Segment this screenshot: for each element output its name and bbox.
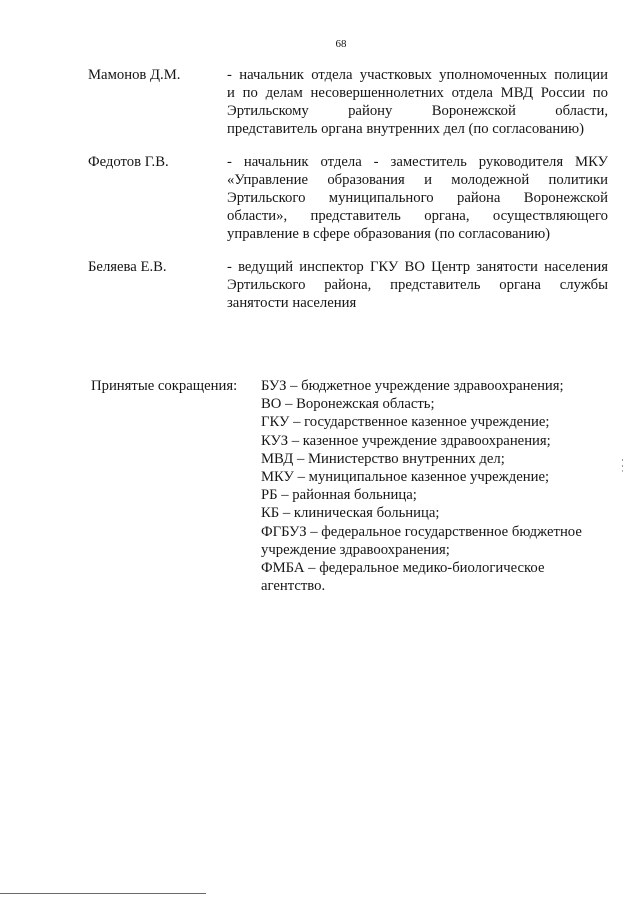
member-description: [227, 153, 608, 243]
abbreviation-item: ФГБУЗ – федеральное государственное бюджетное учреждение здравоохранения;: [261, 523, 582, 558]
scan-edge-line: [0, 893, 206, 894]
description-line: области», представитель органа, осуществляющего: [227, 208, 608, 224]
abbreviation-item: ГКУ – государственное казенное учреждение;: [261, 414, 550, 431]
abbreviation-item: РБ – районная больница;: [261, 487, 417, 504]
page-number: 68: [335, 38, 347, 50]
member-name: Федотов Г.В.: [88, 154, 169, 170]
abbreviation-item: МВД – Министерство внутренних дел;: [261, 450, 505, 467]
abbreviation-item: ВО – Воронежская область;: [261, 396, 435, 413]
description-line: «Управление образования и молодежной политики: [227, 172, 608, 188]
scan-artifact: [622, 459, 623, 461]
description-line: Эртильскому району Воронежской области,: [227, 103, 608, 119]
description-line: и по делам несовершеннолетних отдела МВД России по: [227, 85, 608, 101]
description-line: представитель органа внутренних дел (по согласованию): [227, 121, 585, 137]
abbreviation-item: ФМБА – федеральное медико-биологическое агентство.: [261, 560, 545, 595]
abbreviation-item: КБ – клиническая больница;: [261, 505, 440, 522]
description-line: - ведущий инспектор ГКУ ВО Центр занятости населения: [227, 259, 608, 275]
member-name: Беляева Е.В.: [88, 259, 167, 275]
abbreviations-label: Принятые сокращения:: [91, 378, 238, 394]
description-line: Эртильского района, представитель органа службы: [227, 277, 608, 293]
abbreviation-item: КУЗ – казенное учреждение здравоохранения;: [261, 432, 551, 449]
abbreviations-list: [261, 377, 601, 595]
description-line: Эртильского муниципального района Воронежской: [227, 190, 608, 206]
description-line: - начальник отдела участковых уполномоченных полиции: [227, 67, 608, 83]
abbreviation-item: МКУ – муниципальное казенное учреждение;: [261, 469, 550, 486]
description-line: - начальник отдела - заместитель руководителя МКУ: [227, 154, 608, 170]
description-line: управление в сфере образования (по согласованию): [227, 226, 551, 242]
member-description: [227, 66, 608, 138]
member-description: [227, 258, 608, 312]
member-name: Мамонов Д.М.: [88, 67, 181, 83]
abbreviation-item: БУЗ – бюджетное учреждение здравоохранения;: [261, 378, 564, 394]
description-line: занятости населения: [227, 295, 357, 311]
